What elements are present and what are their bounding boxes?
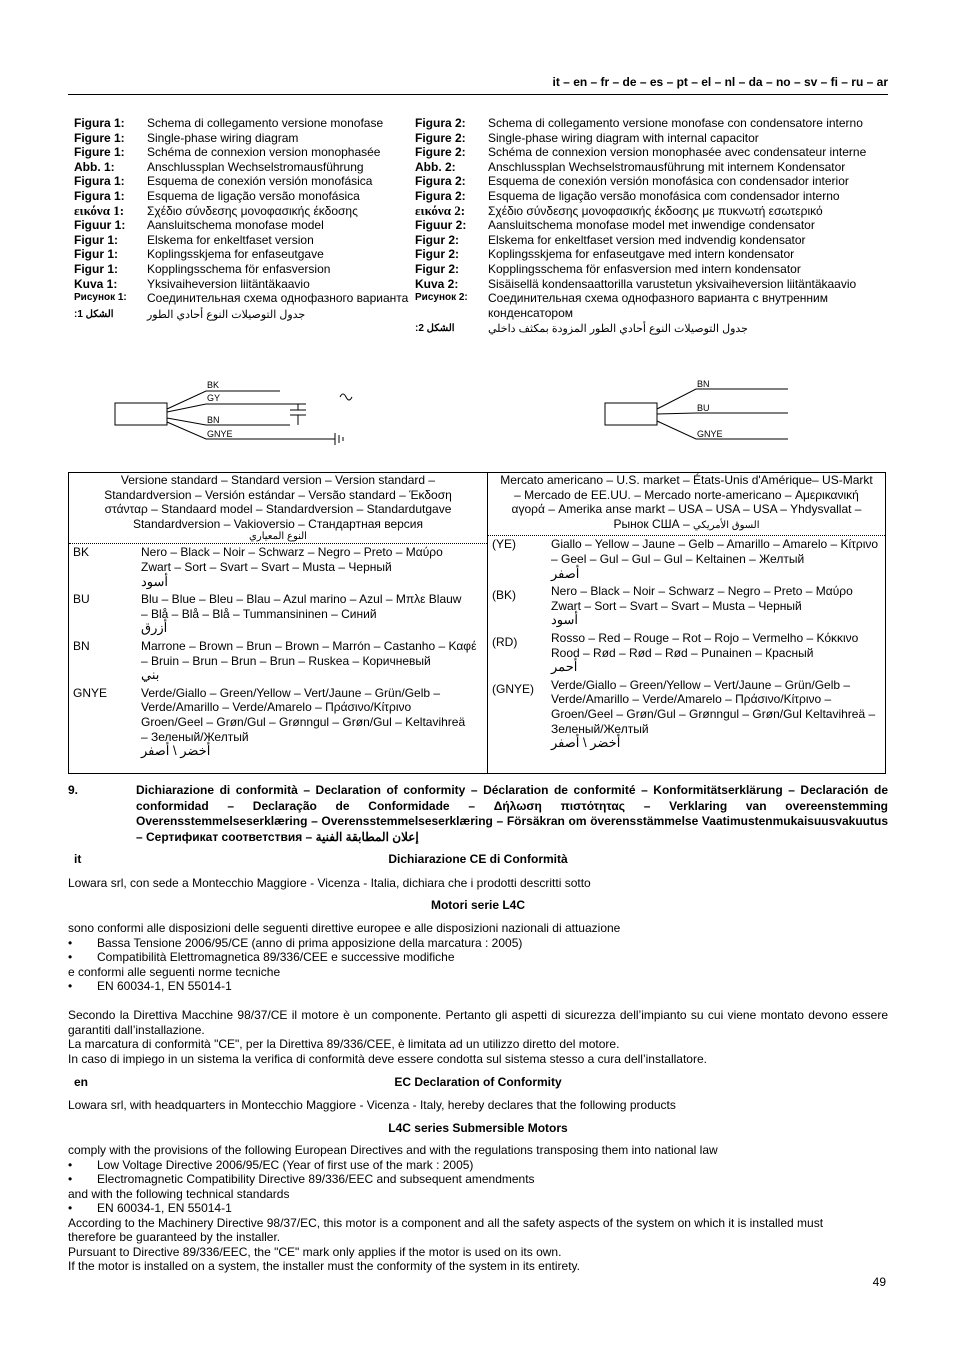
caption-row: εικόνα 2: Σχέδιο σύνδεσης μονοφασικής έκδοσης με πυκνωτή εσωτερικό xyxy=(415,202,823,218)
wire-gy xyxy=(167,404,280,412)
list-item: • EN 60034-1, EN 55014-1 xyxy=(68,1201,232,1215)
caption-row: Figura 1: Esquema de conexión versión monofásica xyxy=(74,174,373,189)
caption-row: Figuur 2: Aansluitschema monofase model met inwendige condensator xyxy=(415,218,815,233)
section-9 xyxy=(68,783,888,845)
it-intro: Lowara srl, con sede a Montecchio Maggiore - Vicenza - Italia, dichiara che i prodotti descritti sotto xyxy=(68,876,591,890)
wire-label: BU xyxy=(697,403,710,413)
caption-row: Figura 2: Schema di collegamento versione monofase con condensatore interno xyxy=(415,116,863,130)
table-row: (YE) Giallo – Yellow – Jaune – Gelb – Amarillo – Amarelo – Κίτρινο – Geel – Gul – Gul – Gul – Keltainen – Желтый أصفر xyxy=(492,537,879,581)
table-row: (RD) Rosso – Red – Rouge – Rot – Rojo – Vermelho – Κόκκινο Rood – Rød – Rød – Rød – Punainen – Красный أحمر xyxy=(492,630,859,675)
table-row: BU Blu – Blue – Bleu – Blau – Azul marino – Azul – Μπλε Blauw – Blå – Blå – Blå – Tummansininen – Синий أزرق xyxy=(73,592,462,636)
list-item: • Bassa Tensione 2006/95/CE (anno di prima apposizione della marcatura : 2005) xyxy=(68,935,523,950)
it-product: Motori serie L4C xyxy=(430,898,526,912)
table-row: BK Nero – Black – Noir – Schwarz – Negro – Preto – Μαύρο Zwart – Sort – Svart – Svart – Musta – Черный أسود xyxy=(73,545,443,589)
ac-symbol xyxy=(340,394,352,400)
language-list: it – en – fr – de – es – pt – el – nl – da – no – sv – fi – ru – ar xyxy=(552,75,888,89)
caption-row: Figure 2: Single-phase wiring diagram with internal capacitor xyxy=(415,130,759,145)
en-heading: EC Declaration of Conformity xyxy=(394,1075,562,1089)
caption-row: Figur 2: Kopplingsschema för enfasversion med intern kondensator xyxy=(415,261,801,276)
caption-row: εικόνα 1: Σχέδιο σύνδεσης μονοφασικής έκδοσης xyxy=(74,202,358,218)
caption-row: Figur 2: Elskema for enkeltfaset version med indvendig kondensator xyxy=(415,232,806,247)
figure-2-captions xyxy=(415,116,895,337)
wiring-diagram-2 xyxy=(600,375,800,450)
list-item: • Electromagnetic Compatibility Directive 89/336/EEC and subsequent amendments xyxy=(68,1172,535,1186)
wire-label: BK xyxy=(207,380,220,390)
caption-row: Figura 1: Esquema de ligação versão monofásica xyxy=(74,188,360,203)
wire-label: GY xyxy=(207,393,221,403)
section-title: Dichiarazione di conformità – Declaration of conformity – Déclaration de conformité – Konformitätserklärung – Declaración de conformidad – Declaração de Conformidade – Δήλωση πιστότητας – Verklaring van overeenstemming Overensstemmelseserklæring – Overensstemmelseserklæring – Försäkran om överensstämmelse Vaatimustenmukaisuusvakuutus – Сертификат соответствия – إعلان المطابقة الفنية xyxy=(136,783,888,844)
wire-label: GNYE xyxy=(697,429,723,439)
en-body: comply with the provisions of the following European Directives and with the regulations transposing them into national law • Low Voltage Directive 2006/95/EC (Year of first use of the mark : 2005) • Electromagnetic Compatibility Directive 89/336/EEC and subsequent amendments and with the following technical standards • EN 60034-1, EN 55014-1 According to the Machinery Directive 98/37/EC, this motor is a component and all the safety aspects of the system on which it is installed must therefore be guaranteed by the installer. Pursuant to Directive 89/336/EEC, the "CE" mark only applies if the motor is used on its own. If the motor is installed on a system, the installer must the conformity of the system in its entirety. xyxy=(68,1143,888,1274)
caption-row: Abb. 1: Anschlussplan Wechselstromausführung xyxy=(74,159,364,174)
caption-row: Figure 2: Schéma de connexion version monophasée avec condensateur interne xyxy=(415,145,867,160)
table-header-left: Versione standard – Standard version – Version standard – Standardversion – Versión estándar – Versão standard – Έκδοση στάνταρ – Standaard model – Standardversion – Standardutgave Standardversion – Vakioversio – Стандартная версия النوع المعياري xyxy=(69,473,487,544)
wire-bn xyxy=(167,418,290,425)
table-row: GNYE Verde/Giallo – Green/Yellow – Vert/Jaune – Grün/Gelb – Verde/Amarillo – Verde/Amarelo – Πράσινο/Κίτρινο Groen/Geel – Grøn/Gul – Grønngul – Grøn/Gul – Keltavihreä – Зеленый/Желтый أخضر \ أصفر xyxy=(73,685,466,759)
caption-row: Figura 1: Schema di collegamento versione monofase xyxy=(74,116,384,130)
table-row: (GNYE) Verde/Giallo – Green/Yellow – Vert/Jaune – Grün/Gelb – Verde/Amarillo – Verde/Amarelo – Πράσινο/Κίτρινο – Groen/Geel – Grøn/Gul – Grønngul – Grøn/Gul Keltavihreä – Зеленый/Желтый أخضر \ أصفر xyxy=(492,677,876,751)
caption-row: Figure 1: Single-phase wiring diagram xyxy=(74,130,299,145)
table-row: BN Marrone – Brown – Brun – Brown – Marrón – Castanho – Καφέ – Bruin – Brun – Brun – Brun – Ruskea – Коричневый بني xyxy=(73,638,477,683)
caption-row: Figura 2: Esquema de ligação versão monofásica com condensador interno xyxy=(415,188,840,203)
table-header-right: Mercato americano – U.S. market – États-Unis d'Amérique– US-Markt – Mercado de EE.UU. – Mercado norte-americano – Αμερικανική αγορά – Amerika anse markt – USA – USA – USA – Yhdysvallat – Рынок США – السوق الأمريكي xyxy=(488,473,885,536)
caption-row: Рисунок 2: Соединительная схема однофазного варианта с внутренним конденсатором xyxy=(415,291,829,320)
caption-row: Kuva 1: Yksivaiheversion liitäntäkaavio xyxy=(74,276,310,291)
motor-box xyxy=(605,403,657,425)
caption-row: Figur 1: Koplingsskjema for enfaseutgave xyxy=(74,247,324,262)
caption-row: Рисунок 1: Соединительная схема однофазного варианта xyxy=(74,291,409,306)
it-body: sono conformi alle disposizioni delle seguenti direttive europee e alle disposizioni nazionali di attuazione • Bassa Tensione 2006/95/CE (anno di prima apposizione della marcatura : 2005) • Compatibilità Elettromagnetica 89/336/CEE e successive modifiche e conformi alle seguenti norme tecniche • EN 60034-1, EN 55014-1 Secondo la Direttiva Macchine 98/37/CE il motore è un componente. Pertanto gli aspetti di sicurezza dell’impianto su cui viene montato devono essere garantiti dall’installazione. La marcatura di conformità "CE", per la Direttiva 89/336/CEE, è limitata ad un utilizzo diretto del motore. In caso di impiego in un sistema la verifica di conformità deve essere condotta sul sistema stesso a cura dell’installatore. xyxy=(68,921,888,1066)
motor-box xyxy=(115,403,167,425)
wire-label: BN xyxy=(697,379,710,389)
section-number: 9. xyxy=(68,783,79,797)
caption-row: :1 الشكل جدول التوصيلات النوع أحادي الطور xyxy=(74,308,306,321)
caption-row: Figure 1: Schéma de connexion version monophasée xyxy=(74,145,381,160)
caption-row: Figuur 1: Aansluitschema monofase model xyxy=(74,218,324,233)
caption-row: Abb. 2: Anschlussplan Wechselstromausführung mit internem Kondensator xyxy=(415,159,846,174)
table-row: (BK) Nero – Black – Noir – Schwarz – Negro – Preto – Μαύρο Zwart – Sort – Svart – Svart – Musta – Черный أسود xyxy=(492,584,853,628)
page-header xyxy=(68,72,888,95)
color-table-left xyxy=(69,473,487,759)
list-item: • EN 60034-1, EN 55014-1 xyxy=(68,979,232,993)
lang-code-en: en xyxy=(74,1075,89,1089)
lang-code-it: it xyxy=(74,852,82,866)
page-number: 49 xyxy=(872,1275,886,1289)
caption-row: Figur 1: Elskema for enkeltfaset version xyxy=(74,232,314,247)
figure-1-captions xyxy=(74,116,410,322)
en-product: L4C series Submersible Motors xyxy=(388,1121,568,1135)
caption-row: Figur 2: Koplingsskjema for enfaseutgave med intern kondensator xyxy=(415,247,795,262)
list-item: • Compatibilità Elettromagnetica 89/336/CEE e successive modifiche xyxy=(68,950,455,964)
wiring-diagram-1 xyxy=(110,375,370,450)
color-table-right xyxy=(488,473,885,751)
it-heading: Dichiarazione CE di Conformità xyxy=(388,852,568,866)
color-rows-left xyxy=(69,544,487,758)
caption-row: Figura 2: Esquema de conexión versión monofásica con condensador interior xyxy=(415,174,849,189)
wire-label: BN xyxy=(207,415,220,425)
color-rows-right xyxy=(488,536,885,750)
wire-bu xyxy=(657,413,788,414)
wire-bn xyxy=(657,389,788,409)
wire-label: GNYE xyxy=(207,429,233,439)
caption-row: :2 الشكل جدول التوصيلات النوع أحادي الطور المزودة بمكثف داخلي xyxy=(415,323,748,336)
caption-row: Kuva 2: Sisäisellä kondensaattorilla varustetun yksivaiheversion liitäntäkaavio xyxy=(415,276,857,291)
en-intro: Lowara srl, with headquarters in Montecchio Maggiore - Vicenza - Italy, hereby declares that the following products xyxy=(68,1098,676,1112)
caption-row: Figur 1: Kopplingsschema för enfasversion xyxy=(74,261,331,276)
list-item: • Low Voltage Directive 2006/95/EC (Year of first use of the mark : 2005) xyxy=(68,1157,474,1172)
wire-bk xyxy=(167,391,280,409)
